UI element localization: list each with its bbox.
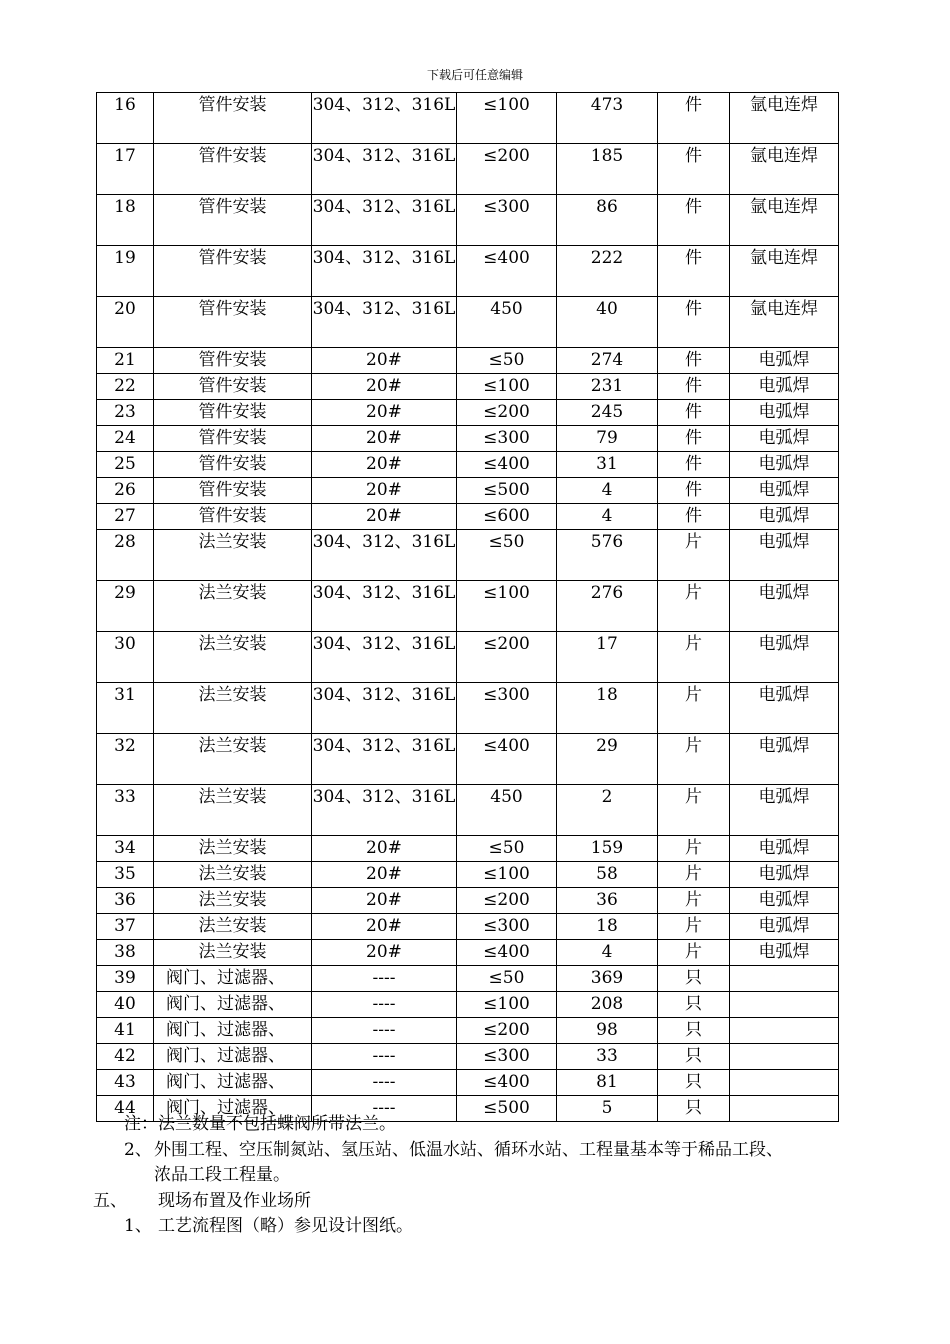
table-row [97, 914, 839, 940]
cell-spec: ≤200 [457, 1018, 557, 1044]
cell-material: 20# [312, 400, 457, 426]
cell-unit: 只 [658, 1018, 730, 1044]
cell-method [730, 1096, 839, 1122]
table-row [97, 297, 839, 348]
cell-qty: 18 [557, 683, 658, 734]
item1-prefix: 1、 [124, 1216, 152, 1236]
cell-method: 电弧焊 [730, 862, 839, 888]
cell-material: 20# [312, 504, 457, 530]
cell-no: 27 [97, 504, 154, 530]
cell-material: 304、312、316L [312, 195, 457, 246]
cell-unit: 件 [658, 246, 730, 297]
cell-qty: 36 [557, 888, 658, 914]
cell-name: 管件安装 [154, 426, 312, 452]
cell-spec: ≤600 [457, 504, 557, 530]
cell-name: 管件安装 [154, 478, 312, 504]
cell-unit: 件 [658, 426, 730, 452]
cell-material: ---- [312, 1096, 457, 1122]
cell-spec: ≤400 [457, 246, 557, 297]
table-row [97, 195, 839, 246]
cell-qty: 245 [557, 400, 658, 426]
cell-no: 44 [97, 1096, 154, 1122]
cell-material: ---- [312, 1018, 457, 1044]
cell-no: 17 [97, 144, 154, 195]
cell-no: 19 [97, 246, 154, 297]
cell-name: 管件安装 [154, 144, 312, 195]
cell-no: 24 [97, 426, 154, 452]
table-row [97, 1018, 839, 1044]
cell-qty: 576 [557, 530, 658, 581]
cell-qty: 2 [557, 785, 658, 836]
cell-no: 40 [97, 992, 154, 1018]
cell-material: ---- [312, 992, 457, 1018]
cell-unit: 只 [658, 992, 730, 1018]
cell-spec: ≤400 [457, 940, 557, 966]
cell-unit: 只 [658, 1070, 730, 1096]
cell-no: 22 [97, 374, 154, 400]
cell-method: 电弧焊 [730, 940, 839, 966]
cell-name: 管件安装 [154, 400, 312, 426]
cell-qty: 208 [557, 992, 658, 1018]
cell-method: 氩电连焊 [730, 195, 839, 246]
cell-unit: 件 [658, 348, 730, 374]
cell-material: 304、312、316L [312, 632, 457, 683]
cell-material: 304、312、316L [312, 530, 457, 581]
cell-no: 33 [97, 785, 154, 836]
cell-name: 法兰安装 [154, 836, 312, 862]
cell-spec: ≤100 [457, 93, 557, 144]
cell-name: 管件安装 [154, 246, 312, 297]
cell-no: 16 [97, 93, 154, 144]
cell-no: 43 [97, 1070, 154, 1096]
cell-method: 氩电连焊 [730, 246, 839, 297]
cell-method [730, 1044, 839, 1070]
cell-unit: 片 [658, 862, 730, 888]
cell-unit: 件 [658, 478, 730, 504]
table-row [97, 734, 839, 785]
cell-unit: 片 [658, 888, 730, 914]
cell-spec: ≤300 [457, 683, 557, 734]
cell-name: 阀门、过滤器、 [154, 1070, 312, 1096]
cell-spec: ≤100 [457, 862, 557, 888]
cell-name: 管件安装 [154, 348, 312, 374]
cell-spec: ≤500 [457, 478, 557, 504]
cell-no: 34 [97, 836, 154, 862]
cell-unit: 件 [658, 195, 730, 246]
cell-material: 304、312、316L [312, 93, 457, 144]
cell-unit: 件 [658, 374, 730, 400]
cell-name: 法兰安装 [154, 632, 312, 683]
cell-method: 氩电连焊 [730, 144, 839, 195]
cell-material: 304、312、316L [312, 144, 457, 195]
cell-unit: 片 [658, 785, 730, 836]
cell-qty: 33 [557, 1044, 658, 1070]
item1-text: 工艺流程图（略）参见设计图纸。 [158, 1216, 413, 1236]
cell-spec: 450 [457, 785, 557, 836]
cell-method: 氩电连焊 [730, 93, 839, 144]
table-row [97, 93, 839, 144]
cell-method: 电弧焊 [730, 914, 839, 940]
cell-spec: ≤50 [457, 348, 557, 374]
cell-unit: 片 [658, 530, 730, 581]
cell-no: 18 [97, 195, 154, 246]
cell-qty: 40 [557, 297, 658, 348]
cell-qty: 369 [557, 966, 658, 992]
cell-name: 法兰安装 [154, 914, 312, 940]
cell-unit: 只 [658, 1096, 730, 1122]
cell-method: 电弧焊 [730, 478, 839, 504]
cell-name: 管件安装 [154, 297, 312, 348]
cell-no: 38 [97, 940, 154, 966]
cell-qty: 17 [557, 632, 658, 683]
cell-qty: 4 [557, 504, 658, 530]
cell-material: 304、312、316L [312, 581, 457, 632]
cell-name: 阀门、过滤器、 [154, 1096, 312, 1122]
cell-no: 26 [97, 478, 154, 504]
cell-method [730, 1070, 839, 1096]
cell-no: 36 [97, 888, 154, 914]
cell-name: 阀门、过滤器、 [154, 992, 312, 1018]
cell-method: 电弧焊 [730, 374, 839, 400]
cell-material: 20# [312, 426, 457, 452]
cell-no: 29 [97, 581, 154, 632]
cell-qty: 159 [557, 836, 658, 862]
cell-qty: 29 [557, 734, 658, 785]
cell-unit: 件 [658, 297, 730, 348]
table-row [97, 966, 839, 992]
table-row [97, 1044, 839, 1070]
cell-name: 法兰安装 [154, 785, 312, 836]
cell-name: 管件安装 [154, 504, 312, 530]
cell-spec: ≤300 [457, 1044, 557, 1070]
cell-spec: ≤200 [457, 400, 557, 426]
table-row [97, 400, 839, 426]
cell-material: 20# [312, 452, 457, 478]
cell-material: 20# [312, 374, 457, 400]
cell-qty: 4 [557, 478, 658, 504]
cell-name: 阀门、过滤器、 [154, 1018, 312, 1044]
cell-method: 电弧焊 [730, 426, 839, 452]
cell-method: 电弧焊 [730, 785, 839, 836]
cell-name: 法兰安装 [154, 683, 312, 734]
cell-material: 20# [312, 940, 457, 966]
cell-name: 法兰安装 [154, 734, 312, 785]
cell-no: 32 [97, 734, 154, 785]
cell-method: 电弧焊 [730, 683, 839, 734]
cell-material: 304、312、316L [312, 246, 457, 297]
cell-no: 37 [97, 914, 154, 940]
table-row [97, 246, 839, 297]
note2-line1: 外围工程、空压制氮站、氢压站、低温水站、循环水站、工程量基本等于稀品工段、 [154, 1140, 783, 1160]
cell-unit: 件 [658, 452, 730, 478]
cell-qty: 4 [557, 940, 658, 966]
cell-no: 39 [97, 966, 154, 992]
cell-material: 20# [312, 836, 457, 862]
cell-no: 21 [97, 348, 154, 374]
cell-qty: 98 [557, 1018, 658, 1044]
cell-no: 20 [97, 297, 154, 348]
cell-material: 304、312、316L [312, 785, 457, 836]
cell-method: 电弧焊 [730, 530, 839, 581]
note-flange: 注：法兰数量不包括蝶阀所带法兰。 [124, 1114, 396, 1134]
cell-method [730, 966, 839, 992]
cell-method: 电弧焊 [730, 581, 839, 632]
cell-qty: 58 [557, 862, 658, 888]
cell-qty: 86 [557, 195, 658, 246]
table-row [97, 478, 839, 504]
cell-qty: 31 [557, 452, 658, 478]
table-row [97, 992, 839, 1018]
cell-material: ---- [312, 966, 457, 992]
cell-spec: ≤100 [457, 992, 557, 1018]
cell-unit: 片 [658, 734, 730, 785]
table-row [97, 683, 839, 734]
cell-name: 管件安装 [154, 452, 312, 478]
cell-spec: ≤200 [457, 144, 557, 195]
cell-material: 20# [312, 888, 457, 914]
cell-spec: ≤300 [457, 914, 557, 940]
cell-method: 电弧焊 [730, 504, 839, 530]
cell-qty: 81 [557, 1070, 658, 1096]
table-row [97, 836, 839, 862]
cell-method: 电弧焊 [730, 734, 839, 785]
table-row [97, 452, 839, 478]
section-number: 五、 [93, 1191, 127, 1211]
cell-unit: 件 [658, 400, 730, 426]
table-row [97, 348, 839, 374]
cell-name: 阀门、过滤器、 [154, 966, 312, 992]
cell-no: 31 [97, 683, 154, 734]
cell-qty: 276 [557, 581, 658, 632]
cell-name: 管件安装 [154, 195, 312, 246]
cell-spec: ≤50 [457, 966, 557, 992]
cell-material: 20# [312, 478, 457, 504]
table-row [97, 144, 839, 195]
table-row [97, 632, 839, 683]
cell-unit: 件 [658, 144, 730, 195]
cell-unit: 片 [658, 914, 730, 940]
cell-method: 电弧焊 [730, 452, 839, 478]
cell-unit: 片 [658, 836, 730, 862]
cell-spec: ≤400 [457, 1070, 557, 1096]
cell-material: 304、312、316L [312, 734, 457, 785]
cell-name: 阀门、过滤器、 [154, 1044, 312, 1070]
page-header: 下载后可任意编辑 [426, 68, 523, 82]
table-row [97, 1070, 839, 1096]
cell-unit: 片 [658, 940, 730, 966]
cell-material: 20# [312, 914, 457, 940]
cell-unit: 只 [658, 1044, 730, 1070]
cell-unit: 片 [658, 581, 730, 632]
cell-method: 氩电连焊 [730, 297, 839, 348]
cell-spec: ≤100 [457, 374, 557, 400]
cell-no: 35 [97, 862, 154, 888]
table-row [97, 504, 839, 530]
cell-material: 304、312、316L [312, 297, 457, 348]
cell-name: 法兰安装 [154, 862, 312, 888]
cell-spec: ≤200 [457, 888, 557, 914]
section-title: 现场布置及作业场所 [158, 1191, 311, 1211]
cell-qty: 185 [557, 144, 658, 195]
table-row [97, 426, 839, 452]
cell-name: 法兰安装 [154, 940, 312, 966]
cell-spec: ≤50 [457, 530, 557, 581]
cell-spec: ≤200 [457, 632, 557, 683]
note2-line2: 浓品工段工程量。 [154, 1165, 290, 1185]
cell-spec: ≤100 [457, 581, 557, 632]
table-row [97, 940, 839, 966]
table-row [97, 581, 839, 632]
cell-method [730, 992, 839, 1018]
cell-unit: 件 [658, 504, 730, 530]
cell-method: 电弧焊 [730, 836, 839, 862]
cell-no: 28 [97, 530, 154, 581]
cell-spec: ≤400 [457, 452, 557, 478]
cell-no: 42 [97, 1044, 154, 1070]
cell-method: 电弧焊 [730, 400, 839, 426]
quantity-table-body [97, 93, 839, 1122]
cell-name: 管件安装 [154, 93, 312, 144]
cell-spec: 450 [457, 297, 557, 348]
cell-no: 25 [97, 452, 154, 478]
quantity-table [96, 92, 839, 1122]
table-row [97, 530, 839, 581]
cell-qty: 5 [557, 1096, 658, 1122]
cell-unit: 只 [658, 966, 730, 992]
cell-method [730, 1018, 839, 1044]
cell-material: 20# [312, 348, 457, 374]
cell-spec: ≤300 [457, 195, 557, 246]
cell-name: 管件安装 [154, 374, 312, 400]
cell-material: ---- [312, 1070, 457, 1096]
cell-material: 20# [312, 862, 457, 888]
cell-qty: 274 [557, 348, 658, 374]
cell-qty: 79 [557, 426, 658, 452]
cell-material: 304、312、316L [312, 683, 457, 734]
cell-qty: 18 [557, 914, 658, 940]
cell-qty: 231 [557, 374, 658, 400]
cell-spec: ≤300 [457, 426, 557, 452]
cell-spec: ≤50 [457, 836, 557, 862]
cell-unit: 片 [658, 632, 730, 683]
note2-prefix: 2、 [124, 1140, 152, 1160]
cell-method: 电弧焊 [730, 888, 839, 914]
cell-unit: 件 [658, 93, 730, 144]
cell-qty: 222 [557, 246, 658, 297]
table-row [97, 785, 839, 836]
cell-name: 法兰安装 [154, 581, 312, 632]
cell-no: 30 [97, 632, 154, 683]
cell-spec: ≤500 [457, 1096, 557, 1122]
cell-method: 电弧焊 [730, 348, 839, 374]
cell-no: 41 [97, 1018, 154, 1044]
cell-unit: 片 [658, 683, 730, 734]
cell-name: 法兰安装 [154, 530, 312, 581]
cell-spec: ≤400 [457, 734, 557, 785]
cell-material: ---- [312, 1044, 457, 1070]
cell-method: 电弧焊 [730, 632, 839, 683]
table-row [97, 374, 839, 400]
cell-qty: 473 [557, 93, 658, 144]
table-row [97, 862, 839, 888]
cell-no: 23 [97, 400, 154, 426]
table-row [97, 888, 839, 914]
cell-name: 法兰安装 [154, 888, 312, 914]
